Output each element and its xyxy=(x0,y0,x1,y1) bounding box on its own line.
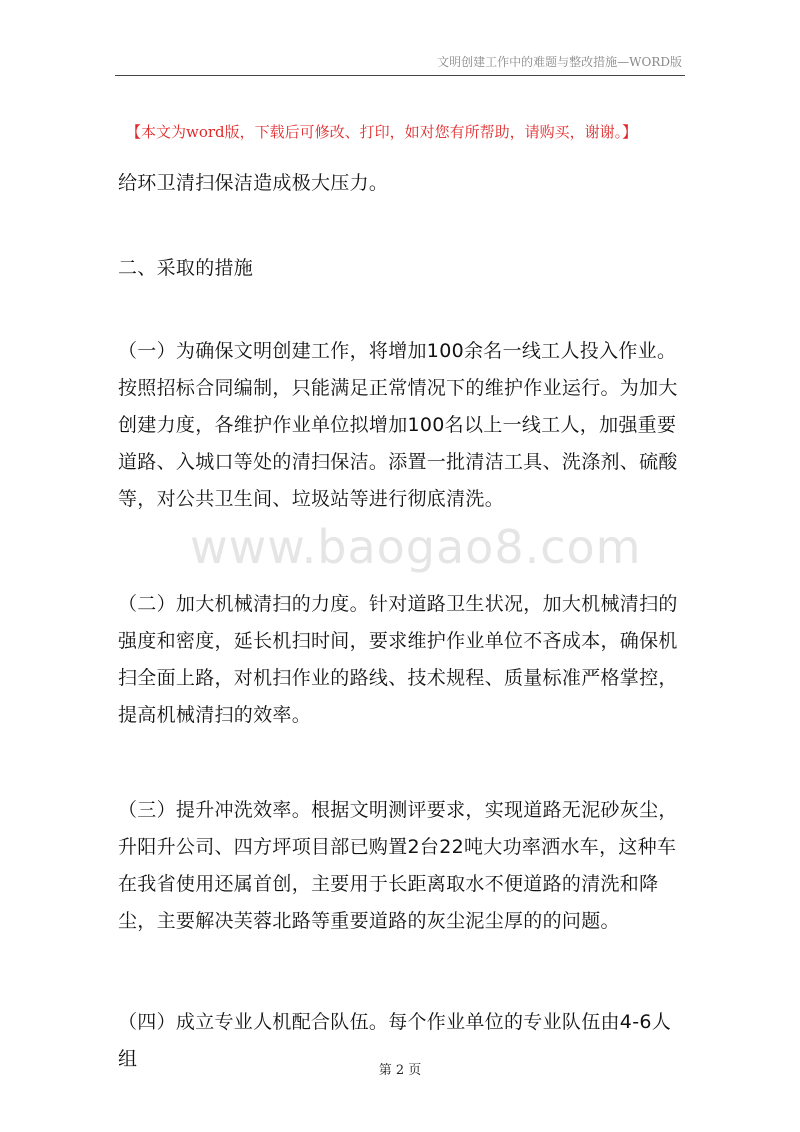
section-heading-text: 二、采取的措施 xyxy=(118,257,254,279)
header-divider xyxy=(115,75,685,76)
paragraph-measure-1 xyxy=(118,333,684,518)
paragraph-measure-2 xyxy=(118,586,684,734)
watermark: www.baogao8.com xyxy=(190,520,642,574)
section-heading xyxy=(118,250,684,287)
paragraph-text: （二）加大机械清扫的力度。针对道路卫生状况，加大机械清扫的强度和密度，延长机扫时间，要求维护作业单位不吝成本，确保机扫全面上路，对机扫作业的路线、技术规程、质量标准严格掌控，提高机械清扫的效率。 xyxy=(118,593,678,726)
paragraph-text: （三）提升冲洗效率。根据文明测评要求，实现道路无泥砂灰尘，升阳升公司、四方坪项目部已购置2台22吨大功率洒水车，这种车在我省使用还属首创，主要用于长距离取水不便道路的清洗和降尘，主要解决芙蓉北路等重要道路的灰尘泥尘厚的的问题。 xyxy=(118,799,678,932)
paragraph-measure-3 xyxy=(118,792,684,940)
paragraph-text: （四）成立专业人机配合队伍。每个作业单位的专业队伍由4-6人组 xyxy=(118,1011,672,1070)
purchase-notice: 【本文为word版，下载后可修改、打印，如对您有所帮助，请购买，谢谢。】 xyxy=(126,123,638,141)
header-title: 文明创建工作中的难题与整改措施—WORD版 xyxy=(437,55,682,69)
page-number: 第 2 页 xyxy=(378,1063,422,1078)
paragraph-continuation xyxy=(118,165,684,202)
paragraph-text: （一）为确保文明创建工作，将增加100余名一线工人投入作业。按照招标合同编制，只能满足正常情况下的维护作业运行。为加大创建力度，各维护作业单位拟增加100名以上一线工人，加强重要道路、入城口等处的清扫保洁。添置一批清洁工具、洗涤剂、硫酸等，对公共卫生间、垃圾站等进行彻底清洗。 xyxy=(118,340,678,510)
paragraph-text: 给环卫清扫保洁造成极大压力。 xyxy=(118,172,389,194)
